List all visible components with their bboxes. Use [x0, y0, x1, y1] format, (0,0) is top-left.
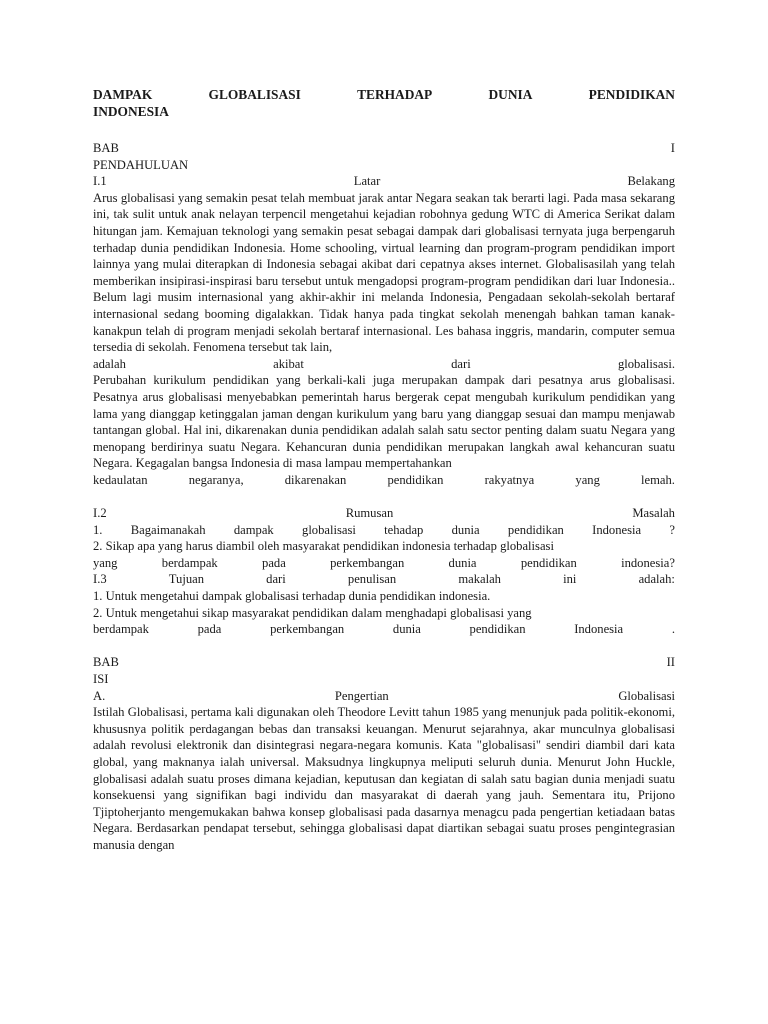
tujuan-item-2: 2. Untuk mengetahui sikap masyarakat pendidikan dalam menghadapi globalisasi yang [93, 605, 532, 620]
heading-word: Tujuan [168, 572, 205, 587]
paragraph-latar-belakang-last-line [93, 356, 675, 373]
tujuan-item-1: 1. Untuk mengetahui dampak globalisasi terhadap dunia pendidikan indonesia. [93, 589, 491, 604]
title-word: DAMPAK [93, 87, 153, 102]
bab-2-heading [93, 654, 675, 671]
bab-1-heading [93, 140, 675, 157]
word: tehadap [384, 522, 424, 537]
heading-latar-belakang [93, 173, 675, 190]
title-line-2: INDONESIA [93, 104, 169, 119]
word: adalah [93, 356, 126, 371]
heading-word: I.1 [93, 174, 107, 189]
word: globalisasi. [617, 356, 675, 371]
heading-word: I.2 [93, 506, 107, 521]
heading-word: Latar [353, 174, 381, 189]
word: Indonesia [592, 522, 642, 537]
word: pada [197, 622, 222, 637]
word: perkembangan [270, 622, 345, 637]
rumusan-item-2-last-line [93, 555, 675, 572]
heading-word: Pengertian [334, 688, 389, 703]
bab-2-name: ISI [93, 672, 109, 686]
paragraph-latar-belakang: Arus globalisasi yang semakin pesat telah membuat jarak antar Negara seakan tak berarti lagi. Pada masa sekarang ini, tak sulit untuk anak nelayan terpencil mengetahui kejadian robohnya gedung WTC di America Serikat dalam hitungan jam. Kemajuan teknologi yang semakin pesat sebagai dampak dari globalisasi ternyata juga berpengaruh terhadap dunia pendidikan Indonesia. Home schooling, virtual learning dan program-program pendidikan import lainnya yang mulai diterapkan di Indonesia sebagai akibat dari cepatnya akses internet. Globalisasilah yang telah memberikan insipirasi-inspirasi baru tersebut untuk mengadopsi program-program pendidikan dari luar Indonesia.. Belum lagi musim internasional yang akhir-akhir ini melanda Indonesia, Pengadaan sekolah-sekolah bertaraf internasional sedang booming digalakkan. Tidak hanya pada tingkat sekolah menengah bahkan taman kanak-kanakpun telah di program menjadi sekolah bertaraf internasional. Les bahasa inggris, mandarin, computer semua tersedia di sekolah. Fenomena tersebut tak lain, [93, 190, 675, 355]
title-word: DUNIA [488, 87, 533, 102]
word: 1. [93, 522, 103, 537]
word: pendidikan [507, 522, 564, 537]
word: perkembangan [330, 555, 405, 570]
spacer [93, 638, 675, 655]
rumusan-item-1 [93, 522, 675, 539]
heading-word: A. [93, 688, 106, 703]
word: Bagaimanakah [130, 522, 206, 537]
rumusan-item-2: 2. Sikap apa yang harus diambil oleh masyarakat pendidikan indonesia terhadap globalisasi [93, 539, 554, 554]
title-word: TERHADAP [357, 87, 433, 102]
heading-word: I.3 [93, 572, 107, 587]
heading-word: dari [266, 572, 286, 587]
word: ? [669, 522, 675, 537]
word: pendidikan [469, 622, 526, 637]
bab-1-name: PENDAHULUAN [93, 157, 189, 172]
word: yang [93, 555, 118, 570]
word: kedaulatan [93, 472, 148, 487]
paragraph-kurikulum: Perubahan kurikulum pendidikan yang berkali-kali juga merupakan dampak dari pesatnya arus globalisasi. Pesatnya arus globalisasi menyebabkan pemerintah harus bergerak cepat mengubah kurikulum pendidikan yang lama yang dianggap ketinggalan jaman dengan kurikulum yang baru yang dianggap sesuai dan mampu menjawab tantangan global. Hal ini, dikarenakan dunia pendidikan adalah salah satu sector penting dalam suatu Negara yang menopang berdirinya suatu Negara. Kehancuran dunia pendidikan merupakan langkah awal kehancuran suatu Negara. Kegagalan bangsa Indonesia di masa lampau mempertahankan [93, 373, 675, 471]
bab-label: BAB [93, 655, 119, 670]
heading-word: adalah: [638, 572, 675, 587]
document-page [93, 86, 675, 854]
spacer [93, 488, 675, 505]
title-line-1 [93, 86, 675, 103]
paragraph-kurikulum-last-line [93, 472, 675, 489]
bab-label: BAB [93, 141, 119, 155]
word: globalisasi [302, 522, 356, 537]
word: dari [451, 356, 471, 371]
heading-word: makalah [458, 572, 501, 587]
heading-tujuan [93, 571, 675, 588]
paragraph-pengertian: Istilah Globalisasi, pertama kali digunakan oleh Theodore Levitt tahun 1985 yang menunjuk pada politik-ekonomi, khususnya politik perdagangan bebas dan transaksi keuangan. Menurut sejarahnya, akar munculnya globalisasi adalah revolusi elektronik dan disintegrasi negara-negara komunis. Kata "globalisasi" sendiri diambil dari kata global, yang maknanya ialah universal. Maksudnya lingkupnya meliputi seluruh dunia. Menurut John Huckle, globalisasi adalah suatu proses dimana kejadian, keputusan dan kegiatan di salah satu bagian dunia menjadi suatu konsekuensi yang signifikan bagi individu dan masyarakat di daerah yang jauh. Sementara itu, Prijono Tjiptoherjanto mengemukakan bahwa konsep globalisasi pada dasarnya menagcu pada pengertian ketiadaan batas Negara. Berdasarkan pendapat tersebut, sehingga globalisasi dapat diartikan sebagai suatu proses pengintegrasian manusia dengan [93, 705, 675, 852]
word: berdampak [161, 555, 218, 570]
heading-word: penulisan [347, 572, 397, 587]
word: pendidikan [520, 555, 577, 570]
word: pendidikan [387, 472, 444, 487]
word: negaranya, [188, 472, 244, 487]
word: dunia [451, 522, 480, 537]
word: Indonesia [574, 622, 624, 637]
tujuan-item-2-last-line [93, 621, 675, 638]
title-word: PENDIDIKAN [588, 87, 675, 102]
heading-word: Rumusan [345, 506, 394, 521]
word: pada [262, 555, 286, 570]
title-word: GLOBALISASI [208, 87, 301, 102]
word: dunia [448, 555, 477, 570]
word: dunia [392, 622, 421, 637]
word: lemah. [641, 472, 675, 487]
word: rakyatnya [484, 472, 535, 487]
document-title [93, 86, 675, 120]
heading-word: ini [563, 572, 577, 587]
heading-word: Globalisasi [618, 688, 675, 703]
word: dikarenakan [284, 472, 347, 487]
bab-number: II [666, 655, 675, 670]
heading-pengertian-globalisasi [93, 688, 675, 705]
bab-number: I [670, 141, 675, 155]
word: akibat [273, 356, 304, 371]
word: yang [575, 472, 600, 487]
heading-rumusan-masalah [93, 505, 675, 522]
word: dampak [233, 522, 274, 537]
word: indonesia? [621, 555, 675, 570]
word: berdampak [93, 622, 149, 637]
heading-word: Belakang [627, 174, 675, 189]
word: . [671, 622, 675, 637]
heading-word: Masalah [632, 506, 675, 521]
